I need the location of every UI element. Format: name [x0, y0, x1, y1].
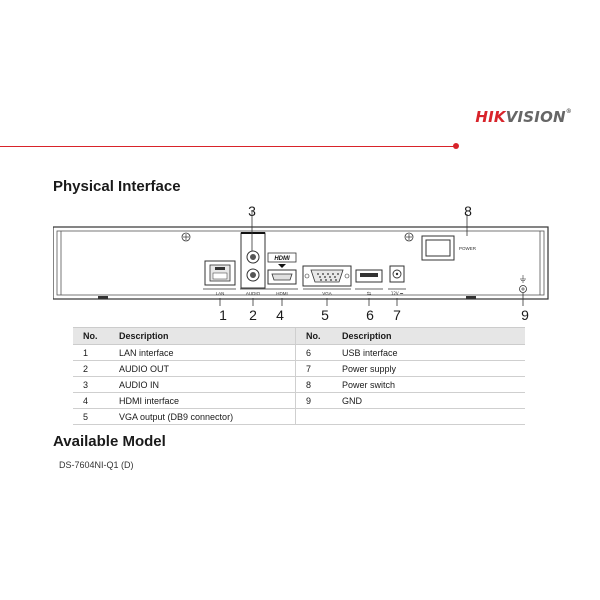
callout-6: 6 — [366, 307, 374, 323]
callout-4: 4 — [276, 307, 284, 323]
header-description-right: Description — [332, 328, 525, 345]
power-in-label: 12V ⎓ — [390, 291, 404, 296]
cell-no: 9 — [296, 393, 333, 409]
callout-3: 3 — [248, 203, 256, 219]
header-no-left: No. — [73, 328, 109, 345]
hdmi-top-label: HDMI — [274, 256, 290, 262]
cell-no: 8 — [296, 377, 333, 393]
callout-7: 7 — [393, 307, 401, 323]
usb-label: ⇆ — [366, 291, 372, 297]
chassis-outline — [53, 227, 548, 299]
callout-2: 2 — [249, 307, 257, 323]
power-jack — [390, 266, 404, 282]
callout-8: 8 — [464, 203, 472, 219]
callout-5: 5 — [321, 307, 329, 323]
registered-mark: ® — [565, 108, 572, 115]
callout-1: 1 — [219, 307, 227, 323]
cell-no: 7 — [296, 361, 333, 377]
lan-port — [205, 261, 235, 285]
cell-description: Power switch — [332, 377, 525, 393]
available-model-title: Available Model — [53, 433, 166, 450]
header-divider — [0, 146, 454, 147]
table-row — [73, 345, 525, 361]
brand-logo-gray: VISION — [505, 108, 566, 126]
cell-description: HDMI interface — [109, 393, 296, 409]
power-label: POWER — [459, 246, 477, 251]
physical-interface-title: Physical Interface — [53, 178, 181, 195]
audio-out-jack — [247, 269, 259, 281]
cell-description: AUDIO OUT — [109, 361, 296, 377]
cell-no — [296, 409, 333, 425]
audio-in-jack — [247, 251, 259, 263]
cell-description — [332, 409, 525, 425]
cell-description: VGA output (DB9 connector) — [109, 409, 296, 425]
cell-description: GND — [332, 393, 525, 409]
chassis-inner-outline — [57, 231, 544, 295]
vga-port — [303, 266, 351, 286]
cell-no: 1 — [73, 345, 109, 361]
lan-label: LAN — [215, 291, 225, 296]
gnd-screw — [520, 275, 527, 293]
hdmi-top-tag — [268, 253, 296, 268]
foot-right — [466, 296, 476, 299]
table-row — [73, 393, 525, 409]
brand-logo — [475, 108, 572, 126]
cell-description: LAN interface — [109, 345, 296, 361]
table-row — [73, 409, 525, 425]
vga-label: VGA — [322, 291, 332, 296]
table-header-row — [73, 328, 525, 345]
screw-right — [405, 233, 413, 241]
hdmi-label: HDMI — [276, 291, 288, 296]
callout-9: 9 — [521, 307, 529, 323]
table-row — [73, 361, 525, 377]
screw-left — [182, 233, 190, 241]
cell-no: 5 — [73, 409, 109, 425]
cell-description: AUDIO IN — [109, 377, 296, 393]
interface-table — [73, 327, 525, 425]
cell-no: 4 — [73, 393, 109, 409]
cell-description: Power supply — [332, 361, 525, 377]
hdmi-port — [268, 270, 296, 284]
cell-description: USB interface — [332, 345, 525, 361]
cell-no: 2 — [73, 361, 109, 377]
foot-left — [98, 296, 108, 299]
audio-label: AUDIO — [245, 291, 261, 296]
table-row — [73, 377, 525, 393]
audio-bracket — [241, 233, 265, 288]
cell-no: 6 — [296, 345, 333, 361]
cell-no: 3 — [73, 377, 109, 393]
power-switch — [422, 236, 454, 260]
header-divider-dot — [453, 143, 459, 149]
device-rear-panel — [53, 200, 553, 325]
header-description-left: Description — [109, 328, 296, 345]
brand-logo-red: HIK — [475, 108, 506, 126]
header-no-right: No. — [296, 328, 333, 345]
usb-port — [356, 270, 382, 282]
model-number: DS-7604NI-Q1 (D) — [59, 460, 134, 470]
